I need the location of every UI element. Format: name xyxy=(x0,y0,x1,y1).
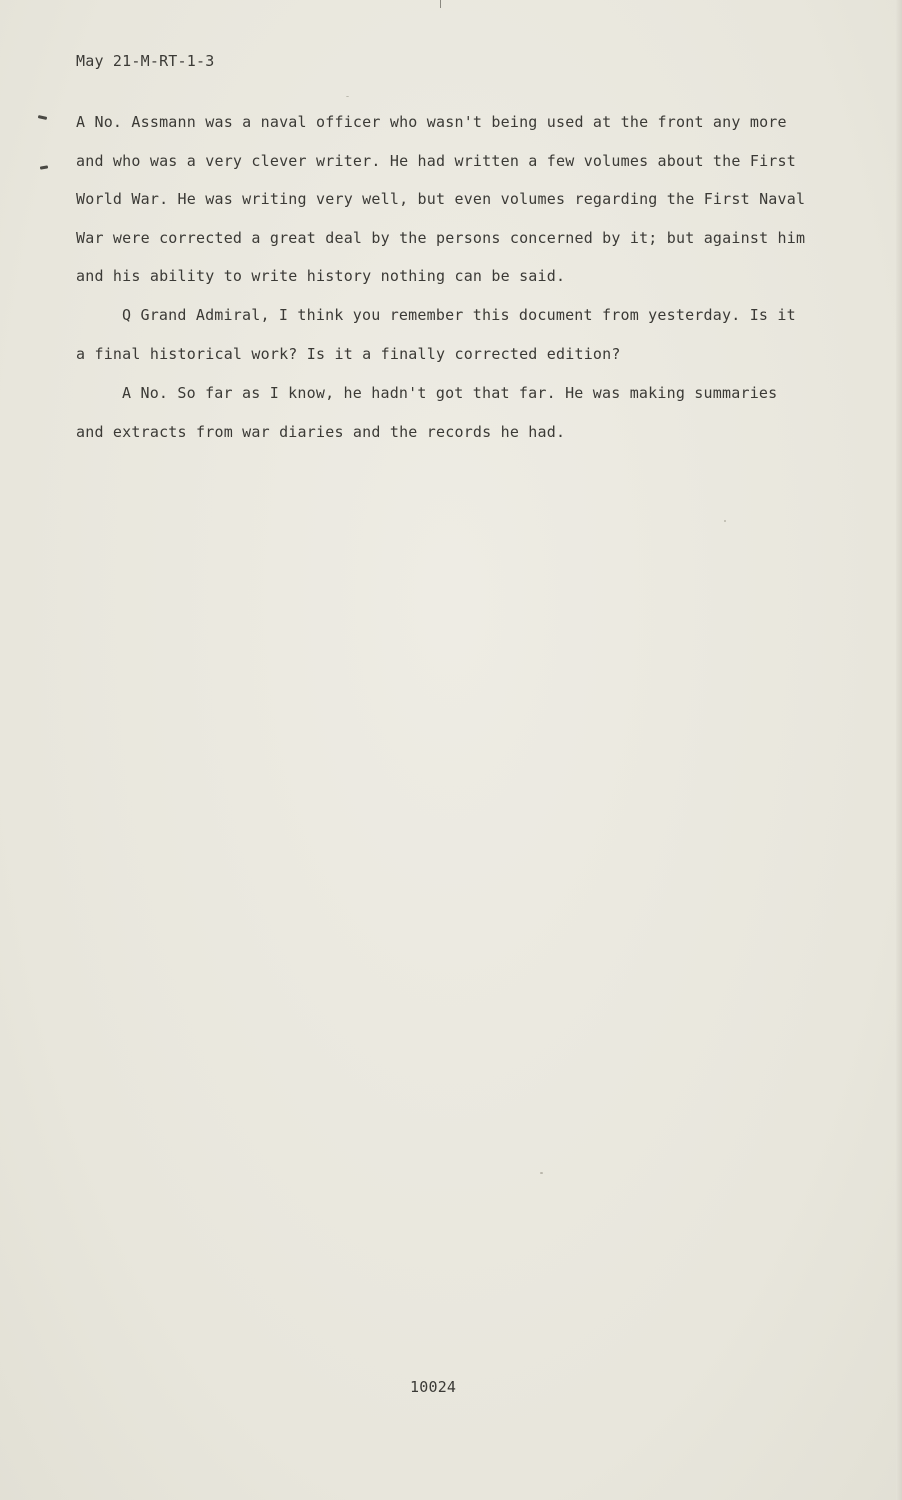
answer-paragraph xyxy=(76,103,842,296)
margin-mark xyxy=(38,115,47,120)
text-line: War were corrected a great deal by the persons concerned by it; but against him xyxy=(76,228,806,247)
text-line: and who was a very clever writer. He had written a few volumes about the First xyxy=(76,151,796,170)
text-line: Q Grand Admiral, I think you remember this document from yesterday. Is it xyxy=(122,306,796,324)
question-paragraph xyxy=(76,296,842,373)
page-header-reference: May 21-M-RT-1-3 xyxy=(76,52,215,70)
margin-mark xyxy=(40,165,48,169)
paper-speck xyxy=(724,520,726,522)
top-tick-mark xyxy=(440,0,441,8)
text-line: A No. So far as I know, he hadn't got that far. He was making summaries xyxy=(122,384,778,402)
text-line: a final historical work? Is it a finally corrected edition? xyxy=(76,344,621,363)
text-line: World War. He was writing very well, but even volumes regarding the First Naval xyxy=(76,190,806,208)
paper-speck xyxy=(540,1172,543,1174)
paper-speck xyxy=(346,96,349,97)
text-line: A No. Assmann was a naval officer who wasn't being used at the front any more xyxy=(76,113,787,131)
text-line: and extracts from war diaries and the records he had. xyxy=(76,422,566,441)
answer-paragraph xyxy=(76,374,842,451)
page-edge xyxy=(896,0,902,1500)
text-line: and his ability to write history nothing can be said. xyxy=(76,267,566,285)
page-number: 10024 xyxy=(410,1378,457,1396)
